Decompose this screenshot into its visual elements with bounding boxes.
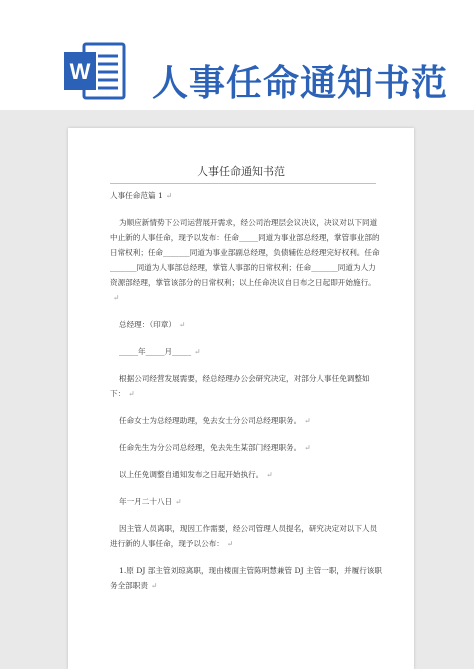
paragraph: 年一月二十八日 ↵ [119,497,182,506]
document-title: 人事任命通知书范 [197,165,285,178]
paragraph-mark-icon: ↵ [178,320,186,329]
paragraph: 总经理：（印章） ↵ [119,320,186,329]
document-body [110,188,382,605]
document-page [68,128,414,669]
paragraph-mark-icon: ↵ [226,539,234,548]
paragraph: 以上任免调整自通知发布之日起开始执行。 ↵ [119,470,273,479]
banner [0,0,474,110]
paragraph: 1.原 DJ 部主管刘琼离职，现由楼面主管陈明慧兼管 DJ 主管一职，并履行该职务全部职责 ↵ [110,566,382,590]
paragraph: 因主管人员离职，现因工作需要，经公司管理人员提名，研究决定对以下人员进行新的人事任命，现予以公布： ↵ [110,524,378,548]
paragraph-mark-icon: ↵ [128,389,135,398]
paragraph: _____年_____月_____ ↵ [119,347,201,356]
word-document-icon [62,38,128,104]
word-icon-letter: W [69,59,91,84]
paragraph: 任命女士为总经理助理，免去女士分公司总经理职务。 ↵ [119,416,311,425]
title-rule [110,183,376,184]
paragraph-mark-icon: ↵ [113,293,120,302]
paragraph: 任命先生为分公司总经理，免去先生某部门经理职务。 ↵ [119,443,311,452]
paragraph-mark-icon: ↵ [304,443,311,452]
paragraph-mark-icon: ↵ [165,191,173,200]
paragraph: 为顺应新情势下公司运营展开需求，经公司治理层会议决议，决议对以下同道中止新的人事任命，现予以发布：任命_____同道为事业部总经理，掌管事业部的日常权利；任命_______同道为事业部副总经理，负债辅佐总经理完好权利。任命_______同道为人事部总经理，掌管人事部的日常权利；任命_______同道为人力资源部经理，掌管该部分的日常权利；以上任命决议自日布之日起即开始施行。↵ [110,218,380,302]
banner-title: 人事任命通知书范 [152,63,449,104]
paragraph-mark-icon: ↵ [194,347,201,356]
paragraph: 人事任命范篇 1 ↵ [110,191,173,200]
paragraph-mark-icon: ↵ [266,470,273,479]
paragraph: 根据公司经营发展需要，经总经理办公会研究决定，对部分人事任免调整如下： ↵ [110,374,370,398]
paragraph-mark-icon: ↵ [150,581,158,590]
paragraph-mark-icon: ↵ [304,416,311,425]
paragraph-mark-icon: ↵ [175,497,182,506]
